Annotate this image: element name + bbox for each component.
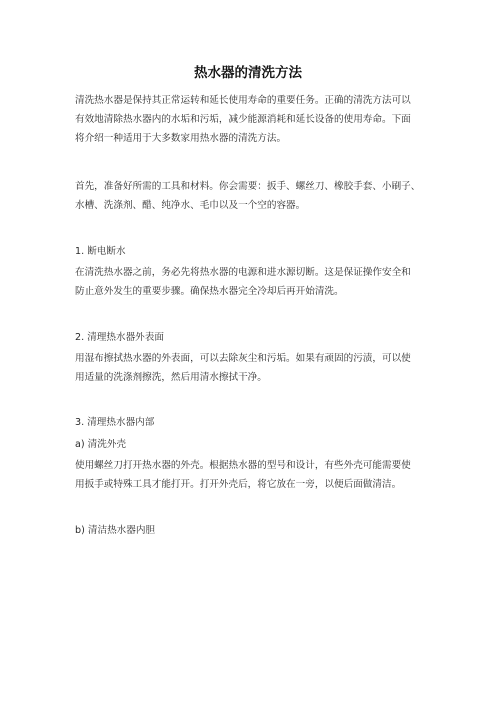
step1-line-1: 在清洗热水器之前，务必先将热水器的电源和进水源切断。这是保证操作安全和 [75, 267, 411, 278]
step3b-heading: b) 清洁热水器内胆 [75, 525, 156, 536]
step3a-heading: a) 清洗外壳 [75, 439, 127, 450]
prep-line-1: 首先，准备好所需的工具和材料。你会需要：扳手、螺丝刀、橡胶手套、小刷子、 [75, 181, 421, 192]
page-title: 热水器的清洗方法 [194, 65, 302, 81]
intro-line-1: 清洗热水器是保持其正常运转和延长使用寿命的重要任务。正确的清洗方法可以 [75, 95, 411, 106]
step3a-line-1: 使用螺丝刀打开热水器的外壳。根据热水器的型号和设计，有些外壳可能需要使 [75, 460, 411, 471]
step1-line-2: 防止意外发生的重要步骤。确保热水器完全冷却后再开始清洗。 [75, 286, 344, 297]
prep-line-2: 水槽、洗涤剂、醋、纯净水、毛巾以及一个空的容器。 [75, 200, 306, 211]
step2-line-2: 用适量的洗涤剂擦洗，然后用清水擦拭干净。 [75, 372, 267, 383]
step1-heading: 1. 断电断水 [75, 246, 126, 257]
step2-line-1: 用湿布擦拭热水器的外表面，可以去除灰尘和污垢。如果有顽固的污渍，可以使 [75, 353, 411, 364]
step3a-line-2: 用扳手或特殊工具才能打开。打开外壳后，将它放在一旁，以便后面做清洁。 [75, 479, 402, 490]
intro-line-3: 将介绍一种适用于大多数家用热水器的清洗方法。 [75, 133, 287, 144]
step2-heading: 2. 清理热水器外表面 [75, 332, 164, 343]
intro-line-2: 有效地清除热水器内的水垢和污垢，减少能源消耗和延长设备的使用寿命。下面 [75, 114, 411, 125]
step3-heading: 3. 清理热水器内部 [75, 417, 155, 428]
